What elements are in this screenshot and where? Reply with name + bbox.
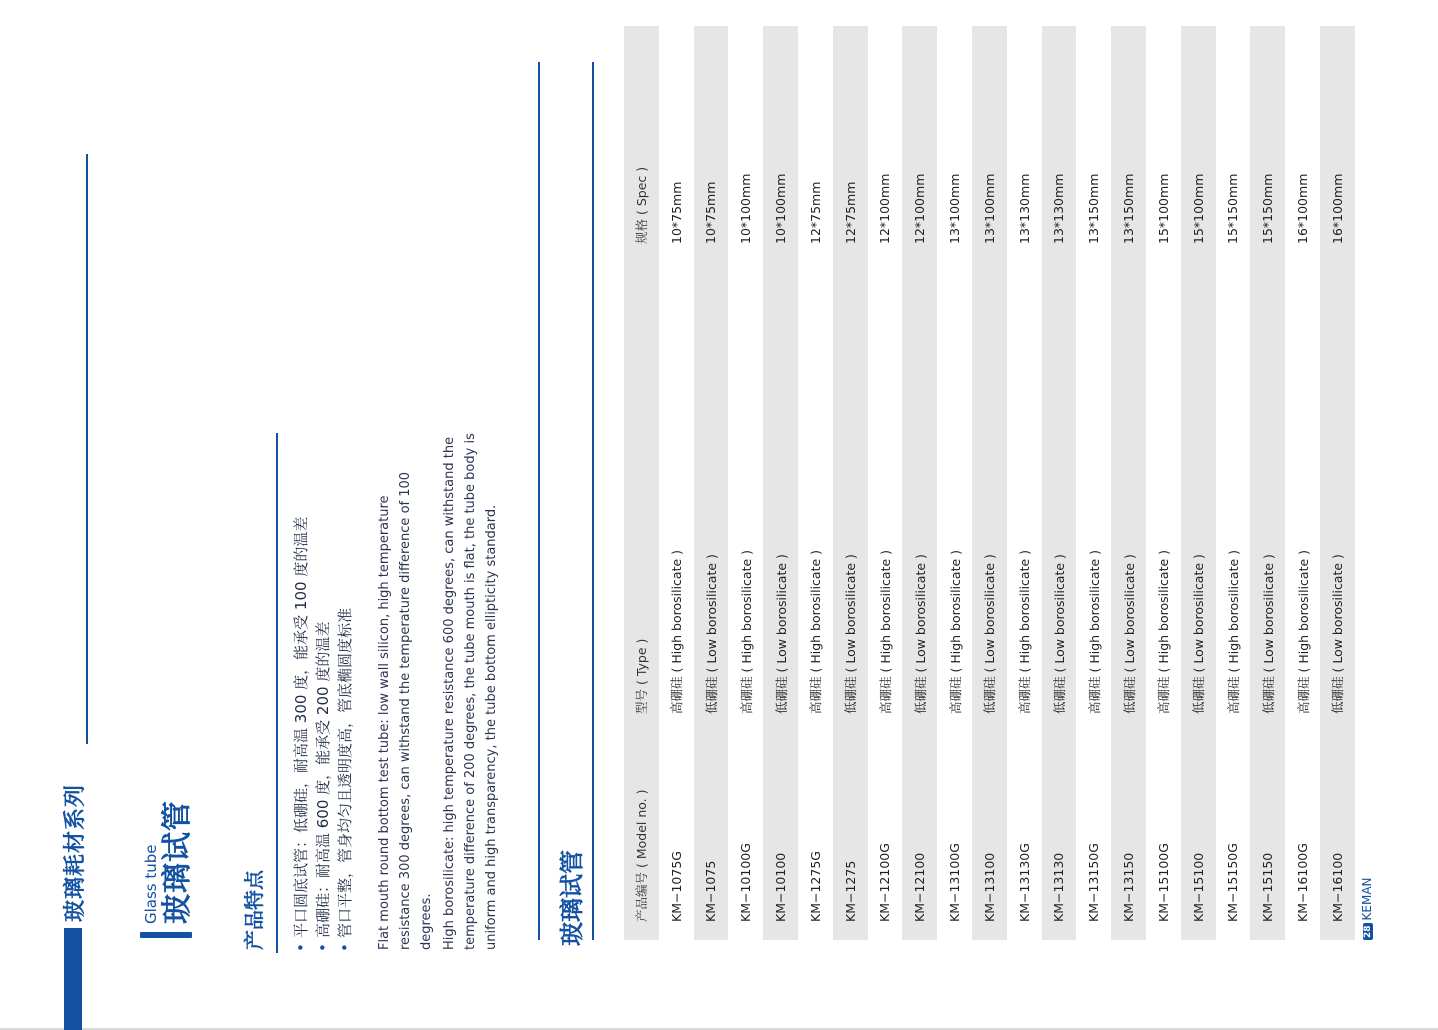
table-row bbox=[659, 26, 694, 940]
cell-spec: 15*100mm bbox=[1190, 173, 1206, 244]
cell-spec: 13*130mm bbox=[1051, 173, 1067, 244]
table-row bbox=[902, 26, 937, 940]
cell-type: 高硼硅 ( High borosilicate ) bbox=[1225, 549, 1241, 714]
cell-spec: 13*150mm bbox=[1086, 173, 1102, 244]
cell-type: 低硼硅 ( Low borosilicate ) bbox=[982, 554, 998, 714]
cell-type: 高硼硅 ( High borosilicate ) bbox=[877, 549, 893, 714]
table-row bbox=[1042, 26, 1077, 940]
series-rule bbox=[86, 154, 88, 744]
cell-spec: 13*100mm bbox=[981, 173, 997, 244]
page-footer bbox=[1360, 877, 1374, 940]
table-title-rule bbox=[592, 62, 594, 940]
page-number: 28 bbox=[1363, 925, 1373, 938]
cell-model: KM−10100G bbox=[738, 843, 754, 922]
product-description bbox=[374, 430, 504, 950]
table-row bbox=[1250, 26, 1285, 940]
cell-model: KM−13130G bbox=[1016, 843, 1032, 922]
description-paragraph: Flat mouth round bottom test tube: low wall silicon, high temperature resistance 300 degrees, can withstand the temperature difference of 100 degrees. bbox=[377, 471, 434, 950]
cell-model: KM−16100 bbox=[1329, 852, 1345, 922]
cell-type: 低硼硅 ( Low borosilicate ) bbox=[843, 554, 859, 714]
cell-type: 高硼硅 ( High borosilicate ) bbox=[738, 549, 754, 714]
table-row bbox=[694, 26, 729, 940]
cell-spec: 13*130mm bbox=[1016, 173, 1032, 244]
cell-model: KM−13100G bbox=[947, 843, 963, 922]
table-row bbox=[1181, 26, 1216, 940]
table-row bbox=[798, 26, 833, 940]
cell-type: 低硼硅 ( Low borosilicate ) bbox=[703, 554, 719, 714]
series-title: 玻璃耗材系列 bbox=[63, 783, 88, 922]
title-accent-bar bbox=[140, 932, 192, 938]
cell-model: KM−1075 bbox=[703, 860, 719, 922]
cell-model: KM−1275G bbox=[807, 851, 823, 922]
features-title: 产品特点 bbox=[242, 870, 266, 950]
header-spec: 规格 ( Spec ) bbox=[634, 166, 650, 244]
header-type: 型号 ( Type ) bbox=[634, 638, 650, 714]
brand-name: KEMAN bbox=[1360, 877, 1374, 921]
cell-spec: 15*100mm bbox=[1155, 173, 1171, 244]
table-row bbox=[868, 26, 903, 940]
cell-type: 低硼硅 ( Low borosilicate ) bbox=[912, 554, 928, 714]
cell-spec: 10*100mm bbox=[738, 173, 754, 244]
cell-model: KM−1275 bbox=[842, 860, 858, 922]
table-row bbox=[833, 26, 868, 940]
cell-model: KM−13150G bbox=[1086, 843, 1102, 922]
cell-model: KM−15100 bbox=[1190, 852, 1206, 922]
cell-type: 高硼硅 ( High borosilicate ) bbox=[669, 549, 685, 714]
cell-spec: 10*100mm bbox=[773, 173, 789, 244]
feature-bullet: •平口圆底试管：低硼硅，耐高温 300 度，能承受 100 度的温差 bbox=[292, 516, 310, 952]
description-paragraph: High borosilicate: high temperature resistance 600 degrees, can withstand the temperature difference of 200 degrees, the tube mouth is flat, the tube body is uniform and high transparency, the tube bottom ellipticity standard. bbox=[442, 433, 499, 950]
cell-type: 高硼硅 ( High borosilicate ) bbox=[1086, 549, 1102, 714]
cell-spec: 16*100mm bbox=[1329, 173, 1345, 244]
cell-spec: 10*75mm bbox=[703, 181, 719, 244]
table-row bbox=[1216, 26, 1251, 940]
feature-bullet: •高硼硅：耐高温 600 度，能承受 200 度的温差 bbox=[314, 621, 332, 952]
cell-model: KM−12100 bbox=[912, 852, 928, 922]
cell-spec: 13*150mm bbox=[1121, 173, 1137, 244]
table-row bbox=[1285, 26, 1320, 940]
table-row bbox=[763, 26, 798, 940]
cell-model: KM−15100G bbox=[1155, 843, 1171, 922]
table-header-row bbox=[624, 26, 659, 940]
cell-spec: 15*150mm bbox=[1260, 173, 1276, 244]
spec-table-body bbox=[659, 26, 1355, 940]
table-row bbox=[1146, 26, 1181, 940]
table-row bbox=[728, 26, 763, 940]
table-title: 玻璃试管 bbox=[558, 850, 586, 946]
table-row bbox=[1111, 26, 1146, 940]
cell-model: KM−12100G bbox=[877, 843, 893, 922]
feature-bullets bbox=[290, 432, 356, 952]
cell-model: KM−15150G bbox=[1225, 843, 1241, 922]
cell-type: 高硼硅 ( High borosilicate ) bbox=[947, 549, 963, 714]
cell-model: KM−13150 bbox=[1121, 852, 1137, 922]
header-model: 产品编号 ( Model no. ) bbox=[634, 789, 650, 922]
cell-model: KM−1075G bbox=[668, 851, 684, 922]
cell-spec: 12*75mm bbox=[807, 181, 823, 244]
product-title-cn: 玻璃试管 bbox=[160, 800, 195, 924]
table-row bbox=[1007, 26, 1042, 940]
product-title-en: Glass tube bbox=[142, 844, 160, 924]
bullet-dot-icon: • bbox=[292, 943, 310, 952]
table-row bbox=[972, 26, 1007, 940]
table-row bbox=[1076, 26, 1111, 940]
cell-model: KM−16100G bbox=[1295, 843, 1311, 922]
cell-spec: 10*75mm bbox=[668, 181, 684, 244]
cell-spec: 12*100mm bbox=[877, 173, 893, 244]
cell-spec: 13*100mm bbox=[947, 173, 963, 244]
table-top-rule bbox=[538, 62, 540, 940]
cell-model: KM−15150 bbox=[1260, 852, 1276, 922]
features-rule bbox=[276, 433, 278, 953]
cell-type: 低硼硅 ( Low borosilicate ) bbox=[1330, 554, 1346, 714]
series-color-bar bbox=[64, 928, 82, 1030]
cell-type: 低硼硅 ( Low borosilicate ) bbox=[1191, 554, 1207, 714]
cell-spec: 15*150mm bbox=[1225, 173, 1241, 244]
cell-type: 低硼硅 ( Low borosilicate ) bbox=[1121, 554, 1137, 714]
cell-type: 高硼硅 ( High borosilicate ) bbox=[808, 549, 824, 714]
cell-spec: 16*100mm bbox=[1295, 173, 1311, 244]
cell-type: 低硼硅 ( Low borosilicate ) bbox=[1260, 554, 1276, 714]
bullet-dot-icon: • bbox=[314, 943, 332, 952]
bullet-dot-icon: • bbox=[336, 943, 354, 952]
cell-spec: 12*100mm bbox=[912, 173, 928, 244]
cell-type: 低硼硅 ( Low borosilicate ) bbox=[773, 554, 789, 714]
cell-model: KM−10100 bbox=[773, 852, 789, 922]
cell-type: 低硼硅 ( Low borosilicate ) bbox=[1051, 554, 1067, 714]
cell-type: 高硼硅 ( High borosilicate ) bbox=[1017, 549, 1033, 714]
cell-type: 高硼硅 ( High borosilicate ) bbox=[1295, 549, 1311, 714]
table-row bbox=[1320, 26, 1355, 940]
table-row bbox=[937, 26, 972, 940]
feature-bullet: •管口平整，管身均匀且透明度高，管底椭圆度标准 bbox=[336, 607, 354, 952]
cell-type: 高硼硅 ( High borosilicate ) bbox=[1156, 549, 1172, 714]
cell-model: KM−13130 bbox=[1051, 852, 1067, 922]
cell-model: KM−13100 bbox=[981, 852, 997, 922]
spec-table bbox=[624, 26, 1355, 940]
cell-spec: 12*75mm bbox=[842, 181, 858, 244]
